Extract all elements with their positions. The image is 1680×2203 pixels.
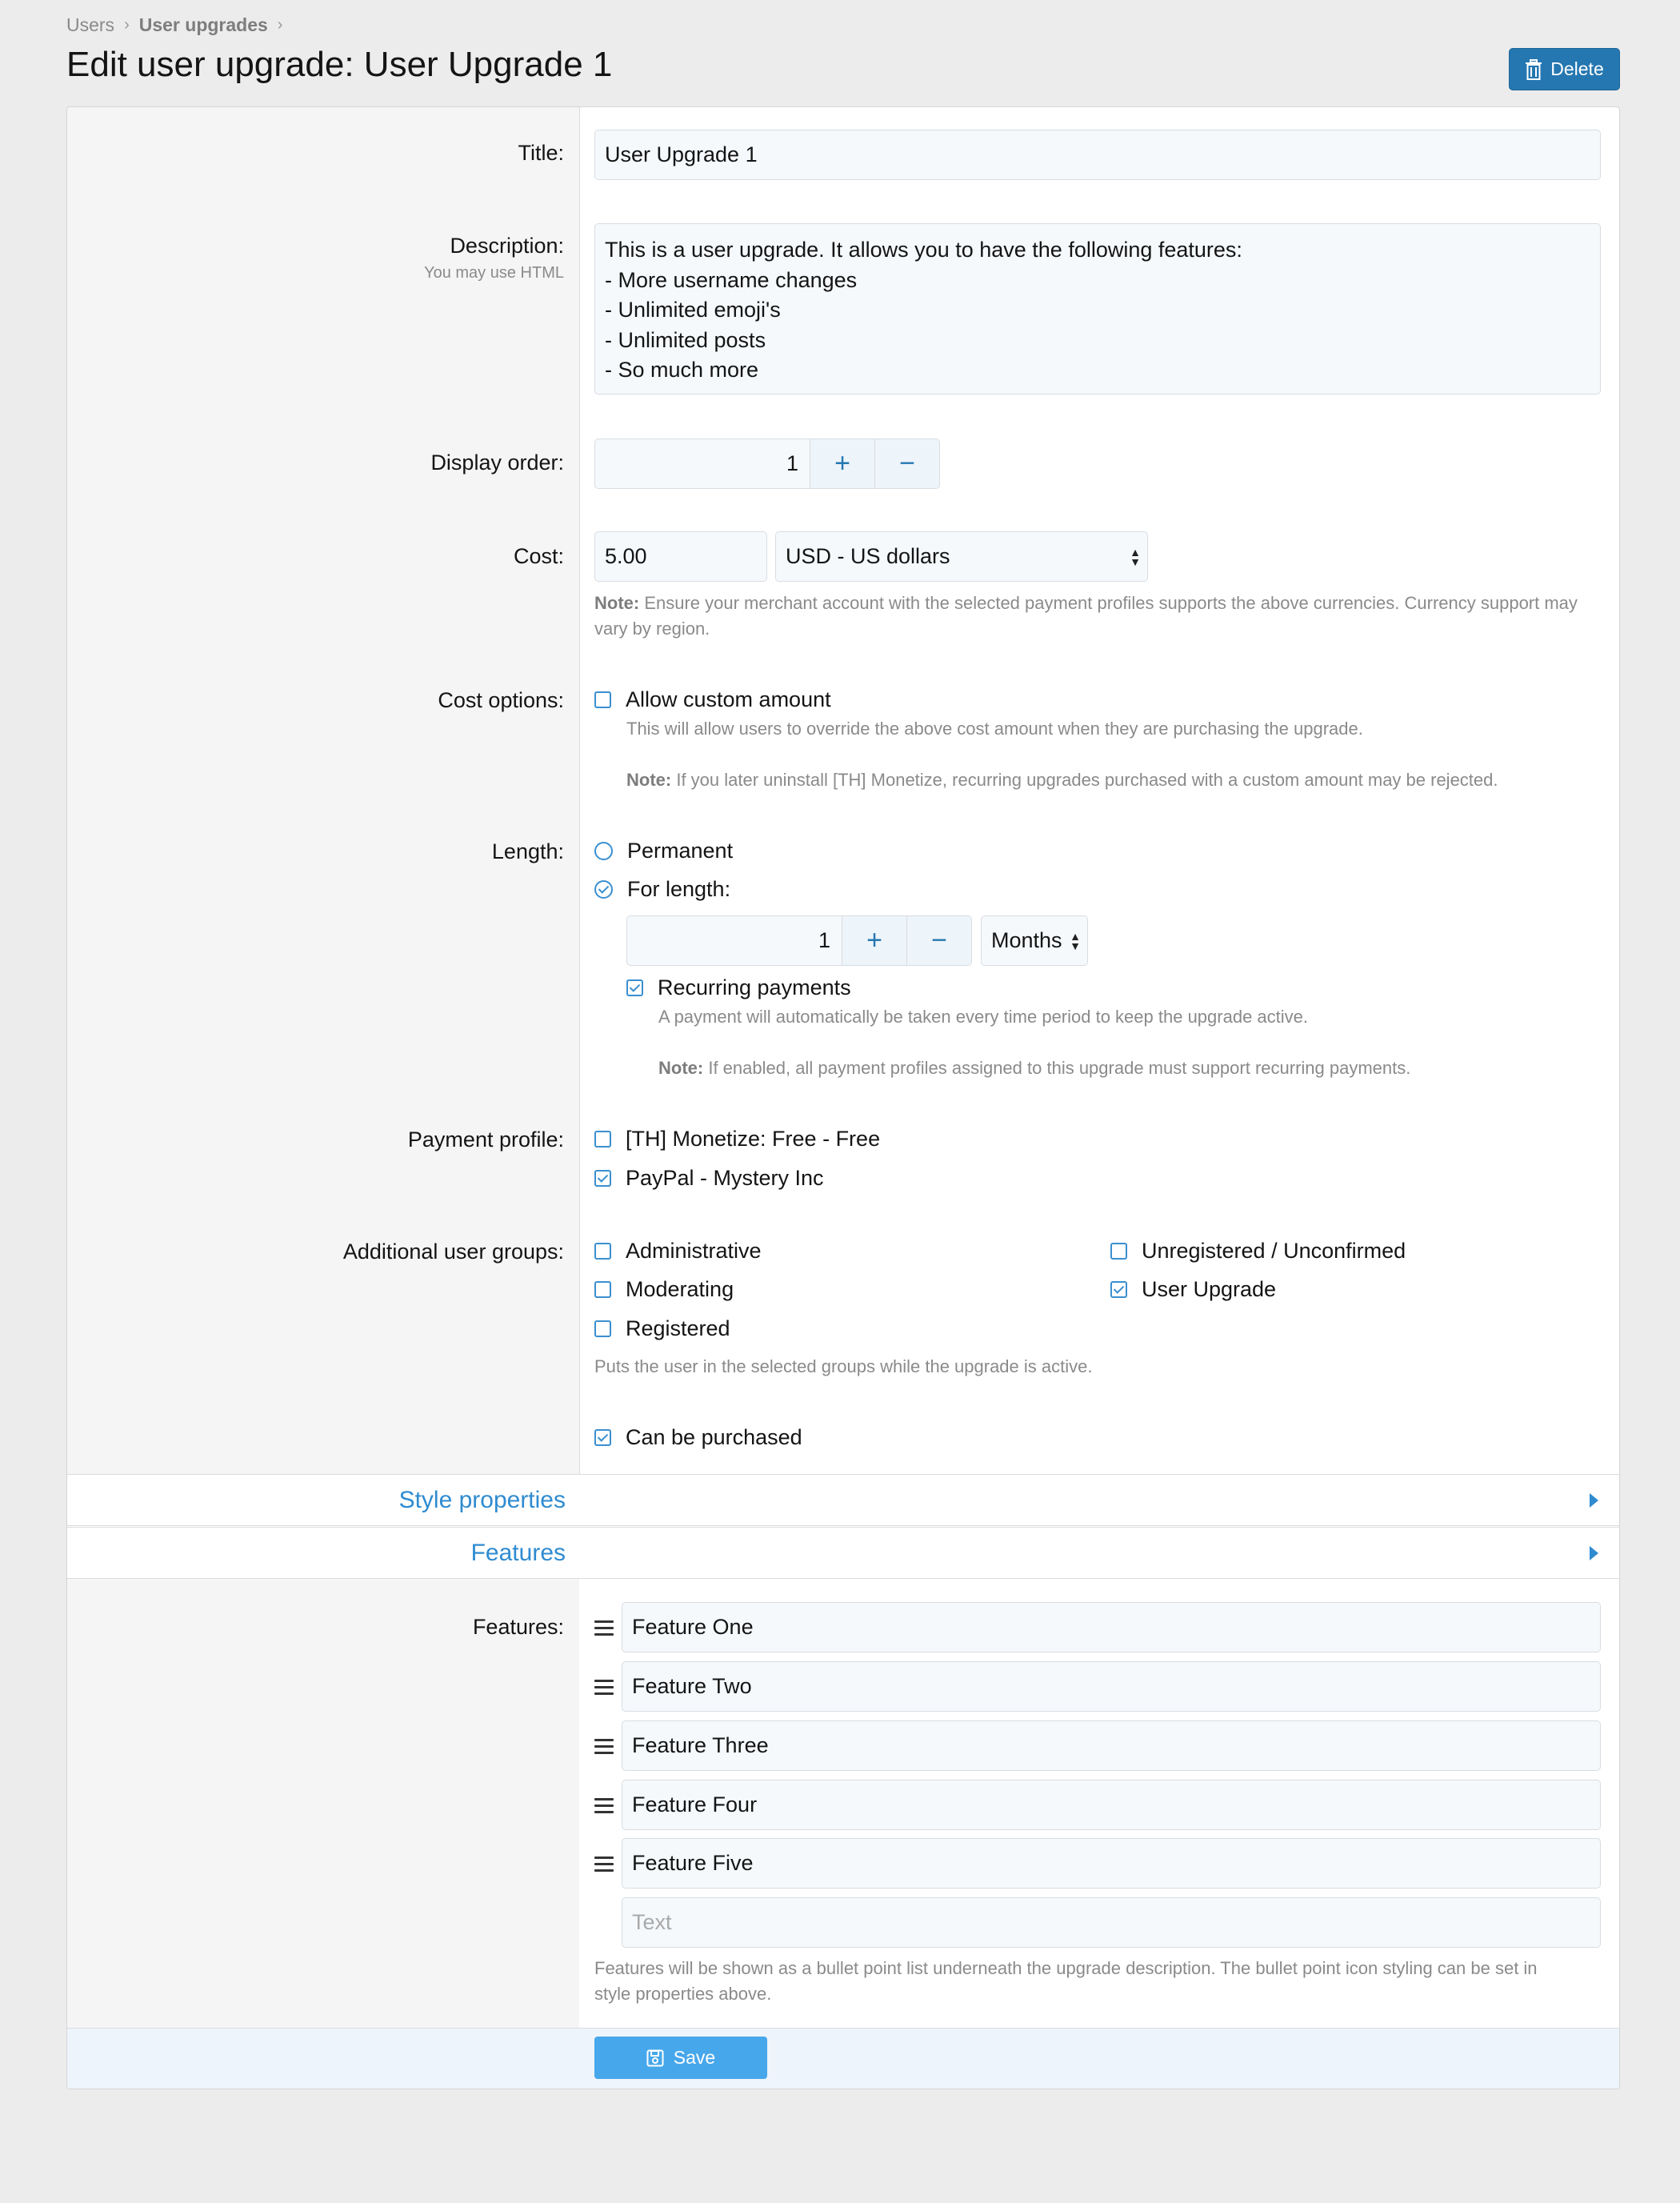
payment-profile-paypal-checkbox[interactable]: PayPal - Mystery Inc bbox=[594, 1166, 824, 1191]
user-group-user-upgrade-checkbox[interactable]: User Upgrade bbox=[1110, 1277, 1276, 1302]
checkbox-icon bbox=[594, 691, 611, 708]
caret-right-icon bbox=[1590, 1493, 1598, 1508]
drag-handle-icon[interactable] bbox=[594, 1739, 614, 1754]
currency-select[interactable]: USD - US dollars ▲ ▼ bbox=[775, 531, 1148, 582]
allow-custom-amount-checkbox[interactable]: Allow custom amount bbox=[594, 687, 831, 712]
save-icon bbox=[646, 2049, 664, 2067]
increment-button[interactable]: + bbox=[810, 439, 874, 488]
breadcrumb-user-upgrades[interactable]: User upgrades bbox=[138, 14, 268, 35]
label-column bbox=[67, 107, 580, 1474]
display-order-stepper bbox=[594, 439, 940, 489]
payment-profile-th-monetize-checkbox[interactable]: [TH] Monetize: Free - Free bbox=[594, 1127, 880, 1152]
new-feature-input[interactable]: Text bbox=[622, 1897, 1601, 1948]
description-hint: You may use HTML bbox=[424, 264, 564, 282]
display-order-label: Display order: bbox=[430, 451, 564, 475]
checkbox-icon bbox=[594, 1131, 611, 1148]
chevron-right-icon: › bbox=[124, 16, 130, 34]
feature-input[interactable]: Feature Two bbox=[622, 1661, 1601, 1712]
cost-options-label: Cost options: bbox=[438, 688, 564, 712]
breadcrumb-users[interactable]: Users bbox=[66, 14, 115, 35]
caret-right-icon bbox=[1590, 1546, 1598, 1560]
edit-form-panel bbox=[66, 106, 1620, 2089]
recurring-payments-checkbox[interactable]: Recurring payments bbox=[626, 975, 851, 1000]
checkbox-icon bbox=[594, 1281, 611, 1298]
decrement-button[interactable]: − bbox=[874, 439, 939, 488]
feature-input[interactable]: Feature One bbox=[622, 1602, 1601, 1652]
description-label: Description: bbox=[450, 234, 564, 258]
features-section[interactable]: Features bbox=[67, 1527, 1619, 1579]
label-column bbox=[67, 1579, 580, 2030]
form-footer bbox=[67, 2028, 1619, 2089]
length-unit-select[interactable]: Months ▲ ▼ bbox=[981, 915, 1088, 966]
description-textarea[interactable]: This is a user upgrade. It allows you to have the following features: - More username changes - Unlimited emoji's - Unlimited posts - So much more bbox=[594, 223, 1601, 395]
recurring-explain: A payment will automatically be taken every time period to keep the upgrade active. bbox=[658, 1007, 1309, 1027]
radio-icon bbox=[594, 842, 613, 860]
delete-button[interactable] bbox=[1509, 48, 1620, 90]
length-amount-input[interactable]: 1 bbox=[818, 928, 830, 952]
drag-handle-icon[interactable] bbox=[594, 1620, 614, 1636]
user-groups-label: Additional user groups: bbox=[342, 1240, 564, 1264]
page-title: Edit user upgrade: User Upgrade 1 bbox=[66, 45, 613, 84]
feature-input[interactable]: Feature Four bbox=[622, 1780, 1601, 1830]
drag-handle-icon[interactable] bbox=[594, 1857, 614, 1872]
cost-options-note: Note: If you later uninstall [TH] Monetize, recurring upgrades purchased with a custom amount may be rejected. bbox=[626, 770, 1498, 790]
checkbox-checked-icon bbox=[594, 1429, 611, 1446]
save-button[interactable]: Save bbox=[594, 2037, 767, 2079]
allow-custom-explain: This will allow users to override the above cost amount when they are purchasing the upgrade. bbox=[626, 719, 1363, 739]
length-for-length-radio[interactable]: For length: bbox=[594, 877, 730, 902]
user-groups-explain: Puts the user in the selected groups while the upgrade is active. bbox=[594, 1356, 1093, 1376]
feature-input[interactable]: Feature Five bbox=[622, 1838, 1601, 1889]
user-group-registered-checkbox[interactable]: Registered bbox=[594, 1316, 730, 1341]
user-group-administrative-checkbox[interactable]: Administrative bbox=[594, 1239, 762, 1264]
recurring-note: Note: If enabled, all payment profiles assigned to this upgrade must support recurring payments. bbox=[658, 1058, 1411, 1078]
chevron-right-icon: › bbox=[277, 16, 283, 34]
select-arrows-icon: ▲ ▼ bbox=[1070, 929, 1081, 952]
features-explain: Features will be shown as a bullet point list underneath the upgrade description. The bullet point icon styling can be set in style properties above. bbox=[594, 1958, 1538, 2004]
length-amount-stepper bbox=[626, 915, 972, 966]
length-permanent-radio[interactable]: Permanent bbox=[594, 839, 733, 863]
delete-label: Delete bbox=[1550, 58, 1604, 79]
breadcrumb bbox=[66, 14, 282, 36]
display-order-input[interactable]: 1 bbox=[786, 451, 798, 475]
select-arrows-icon: ▲ ▼ bbox=[1130, 545, 1141, 568]
features-label: Features: bbox=[472, 1615, 564, 1639]
style-properties-section[interactable]: Style properties bbox=[67, 1474, 1619, 1526]
radio-checked-icon bbox=[594, 880, 613, 899]
drag-handle-icon[interactable] bbox=[594, 1798, 614, 1813]
cost-amount-input[interactable]: 5.00 bbox=[594, 531, 767, 582]
checkbox-icon bbox=[1110, 1243, 1127, 1260]
checkbox-checked-icon bbox=[1110, 1281, 1127, 1298]
checkbox-checked-icon bbox=[594, 1170, 611, 1187]
length-label: Length: bbox=[491, 839, 564, 863]
title-label: Title: bbox=[518, 141, 564, 165]
trash-icon bbox=[1525, 59, 1542, 80]
feature-input[interactable]: Feature Three bbox=[622, 1720, 1601, 1771]
checkbox-icon bbox=[594, 1243, 611, 1260]
title-input[interactable]: User Upgrade 1 bbox=[594, 130, 1601, 180]
can-be-purchased-checkbox[interactable]: Can be purchased bbox=[594, 1425, 802, 1450]
decrement-button[interactable]: − bbox=[906, 916, 971, 965]
payment-profile-label: Payment profile: bbox=[407, 1128, 564, 1152]
checkbox-icon bbox=[594, 1320, 611, 1337]
user-group-moderating-checkbox[interactable]: Moderating bbox=[594, 1277, 734, 1302]
user-group-unregistered-checkbox[interactable]: Unregistered / Unconfirmed bbox=[1110, 1239, 1406, 1264]
increment-button[interactable]: + bbox=[842, 916, 906, 965]
cost-note: Note: Ensure your merchant account with the selected payment profiles supports the above currencies. Currency support may vary by region. bbox=[594, 593, 1578, 639]
checkbox-checked-icon bbox=[626, 979, 643, 996]
drag-handle-icon[interactable] bbox=[594, 1680, 614, 1695]
cost-label: Cost: bbox=[513, 544, 564, 568]
